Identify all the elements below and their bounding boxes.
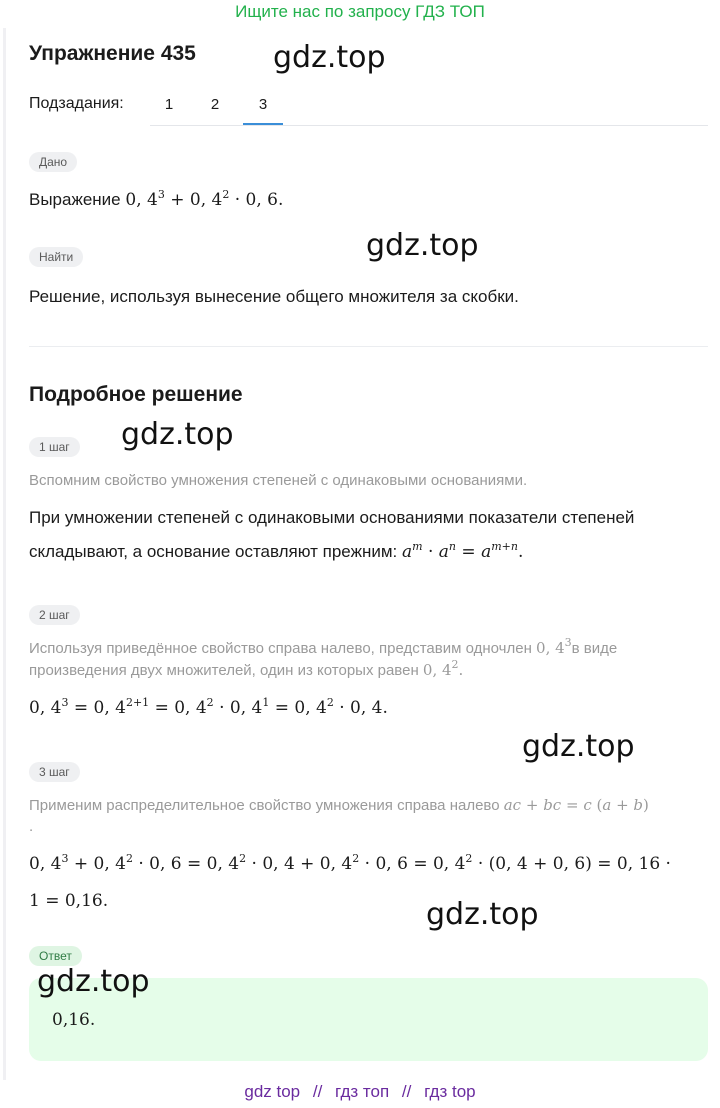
step-1-line-2	[29, 542, 523, 562]
footer-link-1[interactable]: gdz top	[244, 1082, 301, 1101]
solution-title: Подробное решение	[29, 383, 243, 406]
find-badge: Найти	[29, 247, 83, 267]
step-2-hint-line-1	[29, 636, 618, 657]
footer-links	[0, 1082, 720, 1102]
find-text: Решение, используя вынесение общего множителя за скобки.	[29, 287, 519, 306]
answer-value: 0,16.	[52, 1010, 96, 1030]
tab-subtask-2[interactable]: 2	[210, 96, 220, 113]
tab-subtask-3[interactable]: 3	[258, 96, 268, 113]
step-3-badge: 3 шаг	[29, 762, 80, 782]
step-1-formula: $a^m \cdot a^n = a^{m+n}$.	[401, 540, 524, 562]
watermark: gdz.top	[366, 228, 479, 263]
footer-link-2[interactable]: гдз топ	[335, 1082, 390, 1101]
given-expression: 0, $4^3 + 0$, $4^2 \cdot 0$, 6.	[125, 188, 284, 210]
step-3-hint	[29, 796, 649, 814]
top-banner-link[interactable]: Ищите нас по запросу ГДЗ ТОП	[235, 2, 485, 21]
watermark: gdz.top	[121, 417, 234, 452]
step-1-badge: 1 шаг	[29, 437, 80, 457]
step-3-hint-text: Применим распределительное свойство умножения справа налево	[29, 797, 500, 814]
subtasks-label: Подзадания:	[29, 95, 124, 112]
given-prefix: Выражение	[29, 190, 121, 209]
step-2-hint-line-2	[29, 658, 464, 679]
given-badge: Дано	[29, 152, 77, 172]
step-3-equation-line-1: 0, $4^3 + 0$, $4^2 \cdot 0$, 6 = 0, $4^2 \cdot 0$, 4 + 0, $4^2 \cdot 0$, 6 = 0, $4^2 \cdot (0$, 4 + 0, 6) = 0, 16 ·	[29, 852, 671, 874]
step-2-badge: 2 шаг	[29, 605, 80, 625]
left-border	[3, 28, 6, 1080]
section-divider	[29, 346, 708, 347]
step-1-hint: Вспомним свойство умножения степеней с одинаковыми основаниями.	[29, 472, 528, 489]
step-2-hint-text-b: в виде	[571, 640, 618, 657]
page-title: Упражнение 435	[29, 42, 196, 65]
tabs-divider	[150, 125, 708, 126]
step-3-equation-line-2: 1 = 0,16.	[29, 891, 109, 911]
watermark: gdz.top	[37, 964, 150, 999]
step-1-line-2-text: складывают, а основание оставляют прежним:	[29, 542, 398, 561]
active-tab-indicator	[243, 123, 283, 125]
step-3-hint-formula: ac + bc = c (a + b)	[503, 796, 649, 814]
step-3-hint-dot: .	[29, 818, 34, 835]
footer-separator: //	[312, 1082, 323, 1101]
watermark: gdz.top	[426, 897, 539, 932]
step-1-line-1: При умножении степеней с одинаковыми основаниями показатели степеней	[29, 508, 635, 527]
watermark: gdz.top	[522, 729, 635, 764]
step-2-hint-text-a: Используя приведённое свойство справа налево, представим одночлен	[29, 640, 532, 657]
tab-subtask-1[interactable]: 1	[164, 96, 174, 113]
watermark: gdz.top	[273, 40, 386, 75]
step-2-hint-text-c: произведения двух множителей, один из которых равен	[29, 662, 419, 679]
given-text	[29, 190, 283, 210]
step-2-hint-expr-1: 0, $4^3$	[536, 636, 572, 657]
step-2-equation: 0, $4^3 = 0$, $4^{2+1} = 0$, $4^2 \cdot 0$, $4^1 = 0$, $4^2 \cdot 0$, 4.	[29, 696, 388, 718]
step-2-hint-expr-2: 0, $4^2$.	[422, 658, 464, 679]
footer-link-3[interactable]: гдз top	[424, 1082, 476, 1101]
footer-separator: //	[401, 1082, 412, 1101]
answer-badge: Ответ	[29, 946, 82, 966]
